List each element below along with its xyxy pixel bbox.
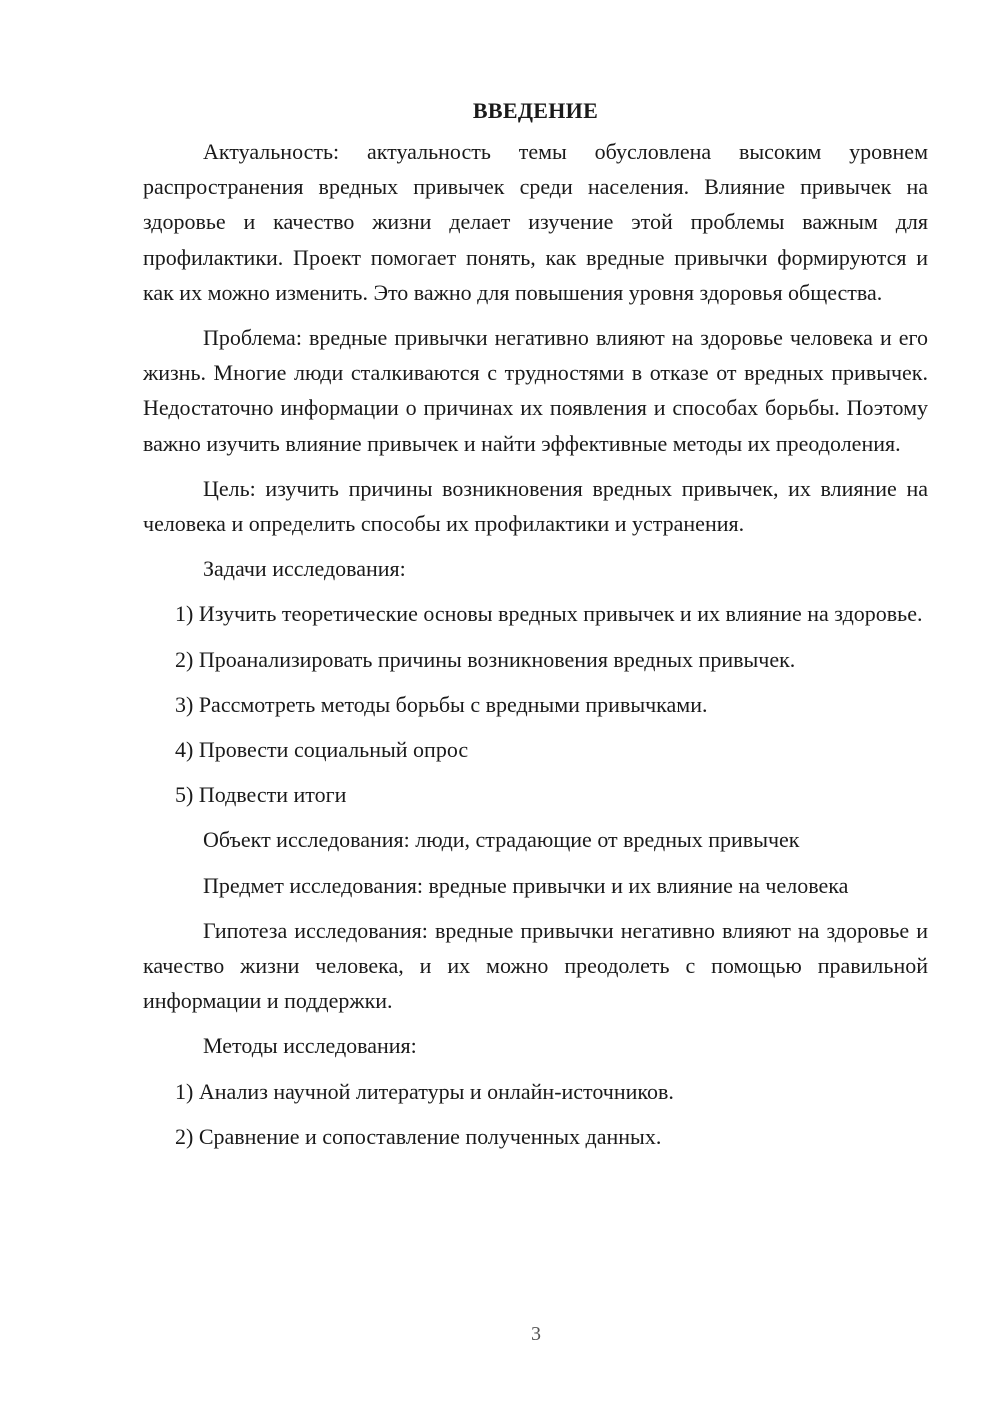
page-number: 3: [531, 1323, 541, 1345]
method-item-2: 2) Сравнение и сопоставление полученных данных.: [175, 1123, 662, 1149]
relevance-paragraph: Актуальность: актуальность темы обусловлена высоким уровнем распространения вредных привычек среди населения. Влияние привычек на здоровье и качество жизни делает изучение этой проблемы важным для профилактики. Проект помогает понять, как вредные привычки формируются и как их можно изменить. Это важно для повышения уровня здоровья общества.: [143, 139, 928, 305]
task-item-1: 1) Изучить теоретические основы вредных привычек и их влияние на здоровье.: [175, 601, 923, 627]
task-item-4: 4) Провести социальный опрос: [175, 737, 469, 763]
section-title: ВВЕДЕНИЕ: [472, 98, 599, 123]
problem-paragraph: Проблема: вредные привычки негативно влияют на здоровье человека и его жизнь. Многие люди сталкиваются с трудностями в отказе от вредных привычек. Недостаточно информации о причинах их появления и способах борьбы. Поэтому важно изучить влияние привычек и найти эффективные методы их преодоления.: [143, 325, 928, 456]
task-item-2: 2) Проанализировать причины возникновения вредных привычек.: [175, 646, 796, 672]
methods-heading: Методы исследования:: [203, 1033, 417, 1059]
object-paragraph: Объект исследования: люди, страдающие от вредных привычек: [203, 827, 800, 853]
task-item-5: 5) Подвести итоги: [175, 782, 347, 808]
hypothesis-paragraph: Гипотеза исследования: вредные привычки негативно влияют на здоровье и качество жизни человека, и их можно преодолеть с помощью правильной информации и поддержки.: [143, 917, 928, 1014]
subject-paragraph: Предмет исследования: вредные привычки и их влияние на человека: [203, 872, 849, 898]
goal-paragraph: Цель: изучить причины возникновения вредных привычек, их влияние на человека и определить способы их профилактики и устранения.: [143, 475, 928, 537]
method-item-1: 1) Анализ научной литературы и онлайн-источников.: [175, 1078, 674, 1104]
document-page: [143, 96, 928, 1164]
tasks-heading: Задачи исследования:: [203, 556, 406, 582]
task-item-3: 3) Рассмотреть методы борьбы с вредными привычками.: [175, 691, 708, 717]
